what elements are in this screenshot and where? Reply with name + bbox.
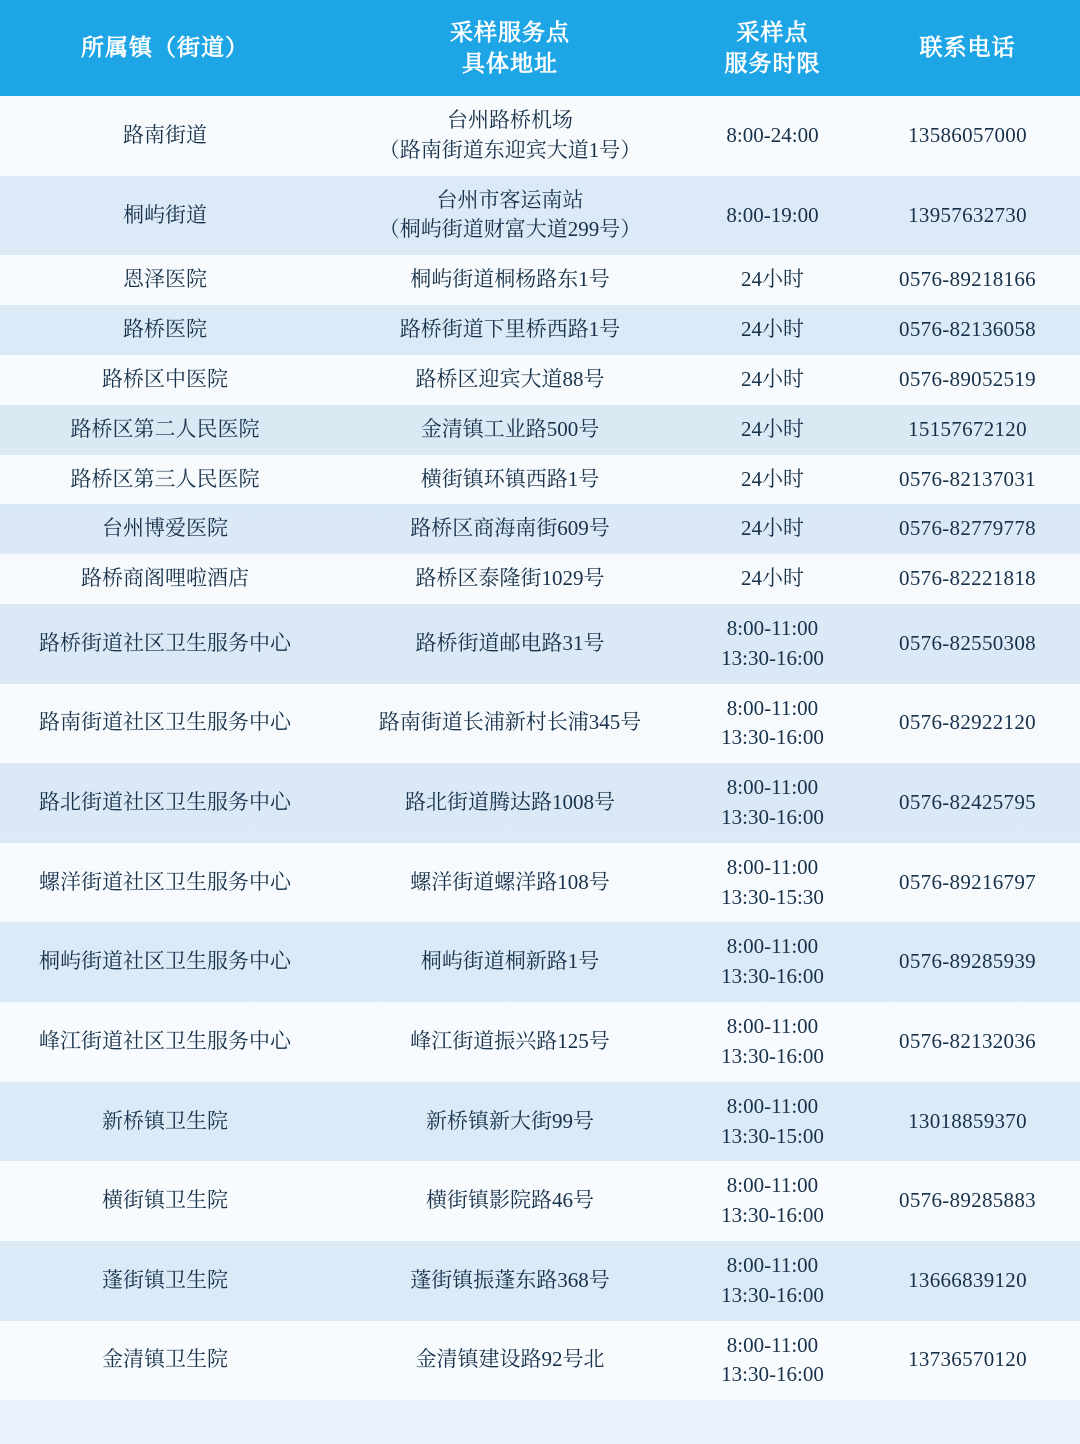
cell-address [330, 922, 690, 1002]
table-body [0, 96, 1080, 1400]
cell-town: 路桥街道社区卫生服务中心 [0, 604, 330, 684]
cell-address [330, 604, 690, 684]
cell-service-hours-line2: 13:30-16:00 [721, 1362, 824, 1387]
table-row [0, 554, 1080, 604]
cell-address-line1: 金清镇工业路500号 [420, 416, 600, 441]
cell-service-hours-line2: 13:30-16:00 [721, 725, 824, 750]
cell-address-line1: 金清镇建设路92号北 [415, 1347, 605, 1372]
cell-service-hours-line2: 13:30-16:00 [721, 805, 824, 829]
table-row [0, 96, 1080, 176]
cell-address [330, 1161, 690, 1241]
table-row [0, 604, 1080, 684]
cell-town: 峰江街道社区卫生服务中心 [0, 1002, 330, 1082]
cell-town: 桐屿街道社区卫生服务中心 [0, 922, 330, 1002]
cell-phone: 0576-82136058 [855, 305, 1080, 355]
cell-service-hours [690, 504, 855, 554]
cell-address-line1: 台州路桥机场 [447, 108, 573, 132]
cell-address [330, 1241, 690, 1321]
cell-town: 新桥镇卫生院 [0, 1082, 330, 1162]
cell-service-hours-line2: 13:30-15:00 [721, 1123, 824, 1148]
cell-phone: 0576-89285939 [855, 922, 1080, 1002]
cell-address [330, 96, 690, 176]
table-row [0, 355, 1080, 405]
cell-phone: 0576-89285883 [855, 1161, 1080, 1241]
cell-address [330, 305, 690, 355]
cell-address-line1: 路桥区商海南街609号 [410, 516, 610, 541]
cell-service-hours-line1: 24小时 [741, 267, 804, 292]
table-row [0, 255, 1080, 305]
cell-town: 路南街道社区卫生服务中心 [0, 684, 330, 764]
cell-phone: 0576-89216797 [855, 843, 1080, 923]
cell-phone: 13586057000 [855, 96, 1080, 176]
cell-town: 恩泽医院 [0, 255, 330, 305]
cell-address [330, 684, 690, 764]
cell-town: 路桥区第二人民医院 [0, 405, 330, 455]
column-header-service-hours-line1: 采样点 [736, 19, 809, 45]
cell-service-hours-line2: 13:30-16:00 [721, 1043, 824, 1068]
cell-address [330, 1002, 690, 1082]
cell-town: 路南街道 [0, 96, 330, 176]
cell-address [330, 1082, 690, 1162]
cell-address [330, 763, 690, 843]
cell-address [330, 554, 690, 604]
cell-service-hours [690, 255, 855, 305]
cell-phone: 0576-89052519 [855, 355, 1080, 405]
cell-town: 蓬街镇卫生院 [0, 1241, 330, 1321]
table-row [0, 684, 1080, 764]
cell-address-line1: 路北街道腾达路1008号 [405, 790, 615, 815]
cell-service-hours-line1: 8:00-11:00 [726, 1252, 819, 1277]
cell-town: 路桥商阁哩啦酒店 [0, 554, 330, 604]
cell-service-hours-line2: 13:30-15:30 [721, 884, 824, 909]
cell-phone: 0576-82221818 [855, 554, 1080, 604]
cell-phone: 13957632730 [855, 176, 1080, 256]
table-row [0, 504, 1080, 554]
cell-address-line1: 路桥街道下里桥西路1号 [399, 317, 621, 342]
cell-phone: 0576-82132036 [855, 1002, 1080, 1082]
column-header-town-line1: 所属镇（街道） [81, 35, 249, 61]
cell-service-hours-line1: 8:00-11:00 [726, 615, 819, 640]
cell-phone: 0576-82550308 [855, 604, 1080, 684]
table-row [0, 176, 1080, 256]
cell-phone: 0576-82425795 [855, 763, 1080, 843]
cell-address-line1: 桐屿街道桐新路1号 [420, 949, 600, 974]
cell-service-hours [690, 554, 855, 604]
cell-phone: 15157672120 [855, 405, 1080, 455]
cell-service-hours-line1: 8:00-11:00 [726, 854, 819, 879]
table-row [0, 763, 1080, 843]
cell-town: 桐屿街道 [0, 176, 330, 256]
column-header-address-line2: 具体地址 [462, 51, 558, 76]
cell-service-hours-line2: 13:30-16:00 [721, 1282, 824, 1307]
cell-phone: 13018859370 [855, 1082, 1080, 1162]
cell-service-hours-line1: 8:00-19:00 [726, 202, 819, 227]
cell-town: 路北街道社区卫生服务中心 [0, 763, 330, 843]
cell-town: 螺洋街道社区卫生服务中心 [0, 843, 330, 923]
table-row [0, 1161, 1080, 1241]
cell-address [330, 355, 690, 405]
cell-address-line2: （桐屿街道财富大道299号） [378, 217, 642, 242]
cell-service-hours [690, 305, 855, 355]
cell-address-line1: 路南街道长浦新村长浦345号 [378, 710, 642, 735]
cell-service-hours [690, 176, 855, 256]
cell-service-hours-line1: 24小时 [741, 566, 804, 591]
cell-service-hours-line1: 8:00-11:00 [726, 695, 819, 720]
cell-service-hours [690, 1241, 855, 1321]
table-row [0, 455, 1080, 505]
cell-address [330, 455, 690, 505]
table-row [0, 405, 1080, 455]
table-row [0, 922, 1080, 1002]
cell-address-line1: 桐屿街道桐杨路东1号 [410, 267, 610, 292]
cell-service-hours-line1: 8:00-24:00 [726, 122, 819, 147]
cell-service-hours [690, 922, 855, 1002]
cell-address-line1: 路桥区泰隆街1029号 [415, 566, 605, 591]
cell-town: 路桥区中医院 [0, 355, 330, 405]
cell-address-line1: 横街镇影院路46号 [426, 1188, 594, 1213]
column-header-phone-line1: 联系电话 [919, 35, 1016, 61]
column-header-phone [855, 0, 1080, 96]
cell-service-hours-line1: 24小时 [741, 317, 804, 342]
cell-address [330, 405, 690, 455]
cell-service-hours [690, 455, 855, 505]
cell-phone: 13736570120 [855, 1321, 1080, 1401]
cell-town: 路桥医院 [0, 305, 330, 355]
cell-service-hours [690, 405, 855, 455]
cell-service-hours [690, 1082, 855, 1162]
cell-service-hours-line1: 24小时 [741, 516, 804, 541]
cell-service-hours-line1: 24小时 [741, 416, 804, 441]
cell-address-line1: 新桥镇新大街99号 [426, 1108, 594, 1133]
cell-address [330, 1321, 690, 1401]
cell-service-hours-line1: 8:00-11:00 [726, 1173, 819, 1198]
table-row [0, 305, 1080, 355]
table-header [0, 0, 1080, 96]
cell-service-hours [690, 604, 855, 684]
cell-service-hours [690, 96, 855, 176]
cell-service-hours-line1: 24小时 [741, 366, 804, 391]
table-row [0, 1082, 1080, 1162]
cell-phone: 13666839120 [855, 1241, 1080, 1321]
cell-address [330, 255, 690, 305]
column-header-address [330, 0, 690, 96]
cell-service-hours [690, 763, 855, 843]
column-header-service-hours-line2: 服务时限 [724, 51, 821, 76]
cell-service-hours [690, 1161, 855, 1241]
cell-service-hours [690, 684, 855, 764]
cell-service-hours [690, 1002, 855, 1082]
cell-address [330, 843, 690, 923]
cell-service-hours-line2: 13:30-16:00 [721, 645, 824, 670]
cell-service-hours [690, 843, 855, 923]
cell-address-line2: （路南街道东迎宾大道1号） [378, 137, 642, 162]
cell-service-hours-line1: 8:00-11:00 [726, 1332, 819, 1357]
cell-address-line1: 路桥街道邮电路31号 [415, 630, 605, 655]
cell-address-line1: 路桥区迎宾大道88号 [415, 366, 605, 391]
cell-address [330, 504, 690, 554]
cell-service-hours-line1: 8:00-11:00 [726, 775, 819, 800]
cell-address-line1: 台州市客运南站 [436, 187, 584, 212]
cell-phone: 0576-82922120 [855, 684, 1080, 764]
column-header-service-hours [690, 0, 855, 96]
table-header-row [0, 0, 1080, 96]
column-header-town [0, 0, 330, 96]
cell-town: 金清镇卫生院 [0, 1321, 330, 1401]
cell-address-line1: 横街镇环镇西路1号 [420, 466, 600, 491]
cell-phone: 0576-82137031 [855, 455, 1080, 505]
cell-town: 路桥区第三人民医院 [0, 455, 330, 505]
cell-phone: 0576-82779778 [855, 504, 1080, 554]
cell-service-hours-line1: 24小时 [741, 466, 804, 491]
cell-service-hours [690, 1321, 855, 1401]
cell-service-hours-line2: 13:30-16:00 [721, 964, 824, 989]
cell-service-hours-line2: 13:30-16:00 [721, 1203, 824, 1228]
table-row [0, 1321, 1080, 1401]
cell-address [330, 176, 690, 256]
column-header-address-line1: 采样服务点 [450, 19, 570, 45]
cell-service-hours-line1: 8:00-11:00 [726, 1093, 819, 1118]
cell-town: 横街镇卫生院 [0, 1161, 330, 1241]
table-row [0, 843, 1080, 923]
cell-address-line1: 峰江街道振兴路125号 [410, 1028, 610, 1053]
cell-town: 台州博爱医院 [0, 504, 330, 554]
table-row [0, 1241, 1080, 1321]
cell-address-line1: 蓬街镇振蓬东路368号 [410, 1267, 610, 1292]
table-row [0, 1002, 1080, 1082]
cell-phone: 0576-89218166 [855, 255, 1080, 305]
cell-service-hours-line1: 8:00-11:00 [726, 934, 819, 959]
cell-service-hours [690, 355, 855, 405]
cell-service-hours-line1: 8:00-11:00 [726, 1014, 819, 1039]
cell-address-line1: 螺洋街道螺洋路108号 [410, 869, 610, 894]
